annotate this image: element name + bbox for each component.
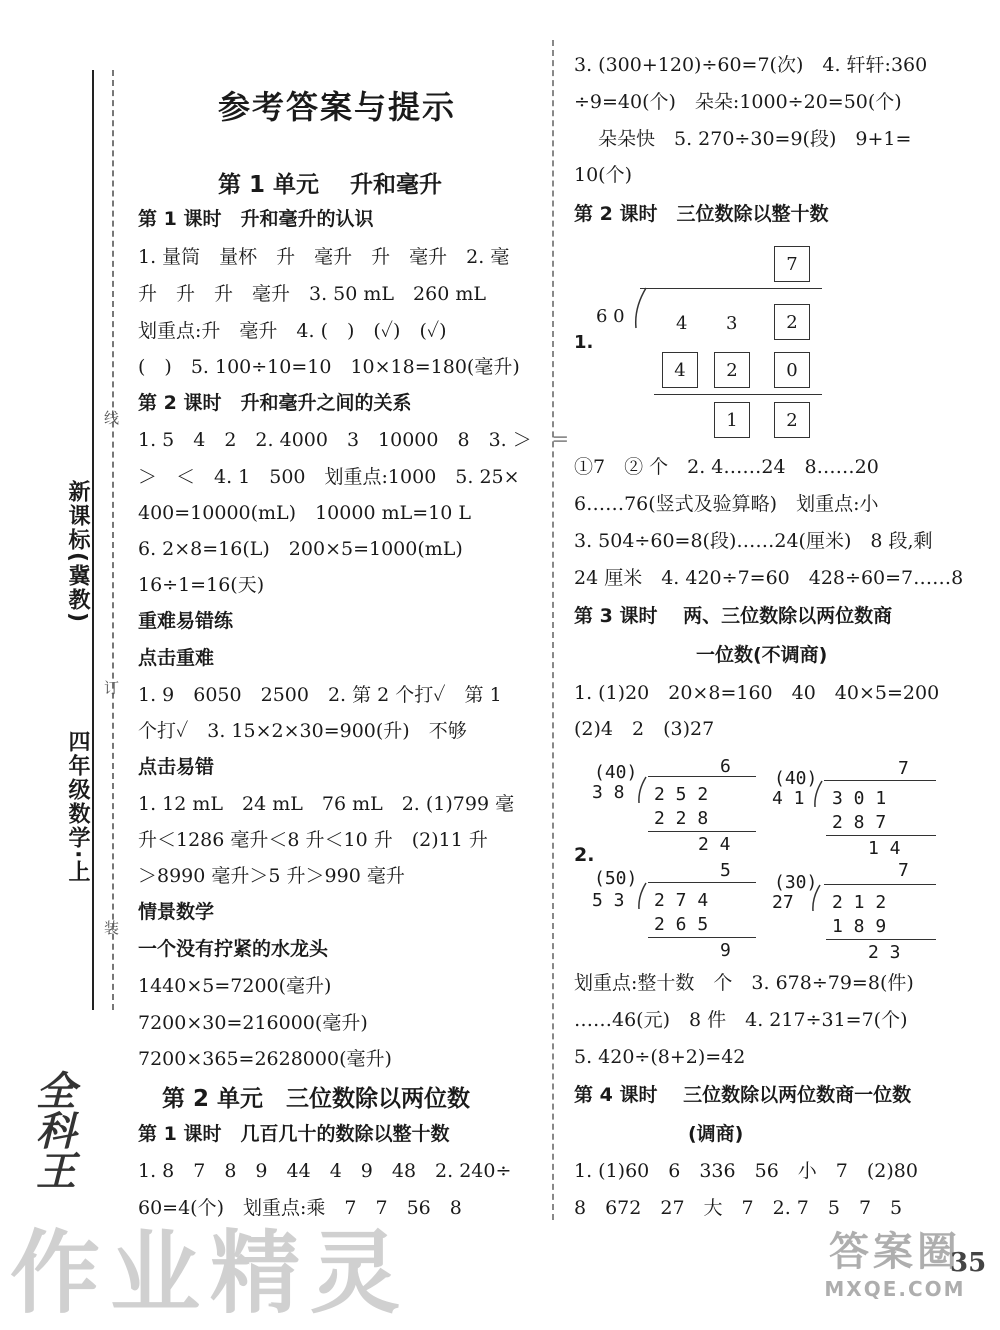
divisor: 4 1 — [772, 788, 805, 809]
grade-label: 四年级数学·上 — [65, 730, 90, 885]
division-bar — [648, 882, 756, 883]
division-bracket — [812, 780, 824, 808]
product-box: 0 — [774, 352, 810, 388]
remainder: 2 4 — [698, 834, 731, 855]
answer-line: 400=10000(mL) 10000 mL=10 L — [138, 502, 471, 524]
answer-line: 3. 504÷60=8(段)……24(厘米) 8 段,剩 — [574, 530, 933, 552]
product: 1 8 9 — [832, 916, 887, 937]
answer-line: 7200×365=2628000(毫升) — [138, 1048, 392, 1070]
answer-line: 1. 5 4 2 2. 4000 3 10000 8 3. ＞ ＝ — [138, 429, 570, 451]
answer-line: 升 升 升 毫升 3. 50 mL 260 mL — [138, 283, 486, 305]
cut-line — [112, 70, 114, 1010]
dividend: 2 7 4 — [654, 890, 709, 911]
answer-line: (2)4 2 (3)27 — [574, 718, 715, 740]
division-bar — [648, 776, 756, 777]
lesson-heading: 第 4 课时 三位数除以两位数商一位数 — [574, 1084, 912, 1106]
answer-line: 10(个) — [574, 164, 633, 186]
watermark-url: MXQE.COM — [824, 1276, 966, 1301]
answer-line: 一个没有拧紧的水龙头 — [138, 938, 329, 960]
answer-line: 1. 8 7 8 9 44 4 9 48 2. 240÷ — [138, 1160, 512, 1182]
cut-mark: 线 — [102, 410, 120, 425]
answer-line: 7200×30=216000(毫升) — [138, 1012, 368, 1034]
brand-logo: 全科王 — [29, 1070, 76, 1190]
product: 2 2 8 — [654, 808, 709, 829]
answer-line: 1440×5=7200(毫升) — [138, 975, 332, 997]
answer-line: 朵朵快 5. 270÷30=9(段) 9+1= — [598, 128, 912, 150]
answer-line: ＞ ＜ 4. 1 500 划重点:1000 5. 25× — [138, 466, 520, 488]
quotient: 6 — [720, 756, 731, 777]
remainder-box: 2 — [774, 402, 810, 438]
division-bracket — [636, 776, 648, 804]
lesson-heading: 第 2 课时 三位数除以整十数 — [574, 203, 829, 225]
section-heading: 情景数学 — [138, 901, 215, 923]
answer-line: ①7 ② 个 2. 4……24 8……20 — [574, 456, 879, 478]
answer-line: 个打✓ 3. 15×2×30=900(升) 不够 — [138, 720, 467, 742]
estimate: (40) — [594, 762, 638, 783]
product: 2 8 7 — [832, 812, 887, 833]
divisor: 5 3 — [592, 890, 625, 911]
watermark: 作业精灵 — [10, 1221, 410, 1326]
series-label: 新课标(冀教) — [65, 480, 90, 625]
answer-line: ( ) 5. 100÷10=10 10×18=180(毫升) — [138, 356, 520, 378]
long-division — [590, 756, 760, 856]
product-box: 4 — [662, 352, 698, 388]
lesson-heading: 第 3 课时 两、三位数除以两位数商 — [574, 605, 893, 627]
division-bracket — [632, 286, 648, 330]
dividend-digit: 4 — [676, 313, 688, 334]
division-diagram — [574, 240, 834, 445]
page-number: 35 — [950, 1248, 987, 1278]
estimate: (50) — [594, 868, 638, 889]
divisor: 6 0 — [596, 306, 625, 327]
quotient-box: 7 — [774, 246, 810, 282]
answer-line: ＞8990 毫升＞5 升＞990 毫升 — [138, 865, 405, 887]
cut-mark: 订 — [102, 680, 120, 695]
answer-line: 60=4(个) 划重点:乘 7 7 56 8 — [138, 1197, 462, 1219]
subtraction-line — [654, 394, 822, 395]
subtraction-line — [648, 831, 756, 832]
subtraction-line — [648, 937, 756, 938]
column-divider — [552, 40, 554, 1220]
answer-line: 1. (1)20 20×8=160 40 40×5=200 — [574, 682, 940, 704]
answer-line: 划重点:升 毫升 4. ( ) (✓) (✓) — [138, 320, 447, 342]
answer-line: 24 厘米 4. 420÷7=60 428÷60=7……8 — [574, 567, 964, 589]
subsection-heading: 点击重难 — [138, 647, 215, 669]
remainder-box: 1 — [714, 402, 750, 438]
answer-line: 升＜1286 毫升＜8 升＜10 升 (2)11 升 — [138, 829, 488, 851]
answer-line: ……46(元) 8 件 4. 217÷31=7(个) — [574, 1009, 908, 1031]
remainder: 2 3 — [868, 942, 901, 963]
estimate: (40) — [774, 768, 818, 789]
lesson-heading-cont: 一位数(不调商) — [696, 644, 828, 666]
unit-heading: 第 2 单元 三位数除以两位数 — [162, 1086, 471, 1112]
product: 2 6 5 — [654, 914, 709, 935]
subsection-heading: 点击易错 — [138, 756, 215, 778]
subtraction-line — [826, 939, 936, 940]
product-box: 2 — [714, 352, 750, 388]
division-bar — [640, 288, 822, 289]
item-number: 2. — [574, 844, 595, 866]
remainder: 9 — [720, 940, 731, 961]
answer-line: 1. 9 6050 2500 2. 第 2 个打✓ 第 1 — [138, 684, 502, 706]
unit-heading: 第 1 单元 升和毫升 — [218, 172, 443, 198]
dividend: 2 1 2 — [832, 892, 887, 913]
long-division — [770, 860, 940, 963]
watermark-text: 答案圈 — [829, 1228, 961, 1275]
answer-line: 1. (1)60 6 336 56 小 7 (2)80 — [574, 1160, 918, 1182]
lesson-heading-cont: (调商) — [688, 1123, 744, 1145]
answer-line: 8 672 27 大 7 2. 7 5 7 5 — [574, 1197, 903, 1219]
lesson-heading: 第 1 课时 几百几十的数除以整十数 — [138, 1123, 450, 1145]
dividend: 3 0 1 — [832, 788, 887, 809]
subtraction-line — [826, 835, 936, 836]
lesson-heading: 第 2 课时 升和毫升之间的关系 — [138, 392, 412, 414]
book-spine — [0, 40, 120, 1300]
quotient: 7 — [898, 758, 909, 779]
answer-line: 1. 12 mL 24 mL 76 mL 2. (1)799 毫 — [138, 793, 515, 815]
division-bar — [824, 780, 936, 781]
division-bar — [824, 884, 936, 885]
long-division — [770, 756, 940, 859]
dividend-box: 2 — [774, 304, 810, 340]
division-bracket — [636, 882, 648, 910]
item-number: 1. — [574, 332, 594, 353]
answer-line: 5. 420÷(8+2)=42 — [574, 1046, 746, 1068]
answer-line: 6……76(竖式及验算略) 划重点:小 — [574, 493, 879, 515]
estimate: (30) — [774, 872, 818, 893]
divisor: 27 — [772, 892, 794, 913]
quotient: 7 — [898, 860, 909, 881]
section-heading: 重难易错练 — [138, 610, 234, 632]
answer-line: 3. (300+120)÷60=7(次) 4. 轩轩:360 — [574, 54, 928, 76]
lesson-heading: 第 1 课时 升和毫升的认识 — [138, 208, 374, 230]
answer-line: 6. 2×8=16(L) 200×5=1000(mL) — [138, 538, 463, 560]
remainder: 1 4 — [868, 838, 901, 859]
quotient: 5 — [720, 860, 731, 881]
dividend: 2 5 2 — [654, 784, 709, 805]
divisor: 3 8 — [592, 782, 625, 803]
answer-line: 16÷1=16(天) — [138, 574, 265, 596]
division-bracket — [810, 884, 822, 912]
answer-line: 划重点:整十数 个 3. 678÷79=8(件) — [574, 972, 914, 994]
dividend-digit: 3 — [726, 313, 738, 334]
answer-line: 1. 量筒 量杯 升 毫升 升 毫升 2. 毫 — [138, 246, 510, 268]
page-title: 参考答案与提示 — [218, 88, 457, 126]
long-division — [590, 860, 760, 960]
cut-mark: 装 — [102, 920, 120, 935]
answer-line: ÷9=40(个) 朵朵:1000÷20=50(个) — [574, 91, 902, 113]
